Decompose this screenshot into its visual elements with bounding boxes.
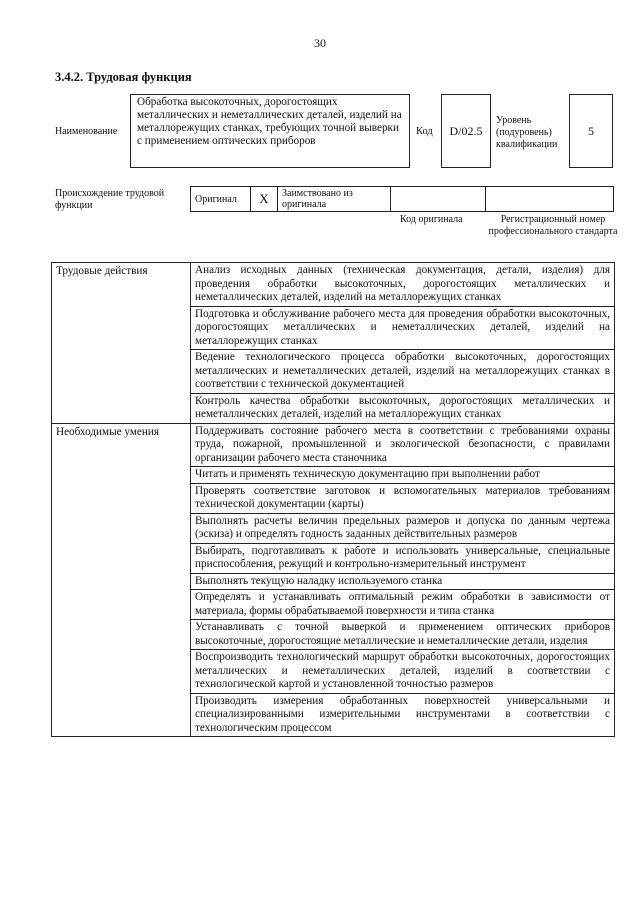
- category-cell: Трудовые действия: [52, 263, 191, 424]
- code-value: D/02.5: [449, 123, 483, 138]
- origin-row: [190, 186, 614, 212]
- table-cell: Поддерживать состояние рабочего места в соответствии с требованиями охраны труда, пожарной, промышленной и экологической безопасности, с правилами организации рабочего места станочника: [191, 423, 615, 467]
- table-cell: Воспроизводить технологический маршрут обработки высокоточных, дорогостоящих металлических и неметаллических деталей, изделий в соответствии с технологической картой и установленной точностью размеров: [191, 650, 615, 694]
- table-cell: Производить измерения обработанных поверхностей универсальными и специализированными измерительными инструментами в соответствии с технологическим процессом: [191, 693, 615, 737]
- table-cell: Определять и устанавливать оптимальный режим обработки в зависимости от материала, формы обрабатываемой поверхности и типа станка: [191, 590, 615, 620]
- original-label-cell: [191, 187, 251, 211]
- page-number: 30: [314, 36, 326, 50]
- table-cell: Контроль качества обработки высокоточных, дорогостоящих металлических и неметаллических деталей, изделий на металлорежущих станках: [191, 393, 615, 423]
- original-label: Оригинал: [195, 193, 237, 205]
- borrowed-label: Заимствовано из оригинала: [282, 188, 353, 210]
- code-box: [441, 94, 491, 168]
- table-cell: Проверять соответствие заготовок и вспомогательных материалов требованиям технической документации (карты): [191, 483, 615, 513]
- level-label: Уровень (подуровень) квалификации: [496, 115, 558, 150]
- code-original-cell: [391, 187, 486, 211]
- original-mark-cell: [251, 187, 278, 211]
- function-table: [51, 262, 615, 737]
- table-row: [52, 263, 615, 307]
- code-label: Код: [416, 126, 433, 137]
- table-cell: Ведение технологического процесса обработки высокоточных, дорогостоящих металлических и неметаллических деталей, изделий на металлорежущих станках в соответствии с технической документацией: [191, 350, 615, 394]
- level-box: [569, 94, 613, 168]
- original-mark: X: [259, 191, 269, 206]
- code-original-caption: Код оригинала: [400, 214, 463, 225]
- name-label: Наименование: [55, 126, 118, 137]
- table-cell: Устанавливать с точной выверкой и применением оптических приборов высокоточные, дорогостоящие металлические и неметаллические детали, изделия: [191, 620, 615, 650]
- level-value: 5: [588, 123, 594, 138]
- category-cell: Необходимые умения: [52, 423, 191, 737]
- table-cell: Выполнять текущую наладку используемого станка: [191, 573, 615, 590]
- table-row: [52, 423, 615, 467]
- table-cell: Выполнять расчеты величин предельных размеров и допуска по данным чертежа (эскиза) и определять годность заданных действительных размеров: [191, 513, 615, 543]
- origin-label: Происхождение трудовой функции: [55, 188, 165, 211]
- reg-number-cell: [486, 187, 613, 211]
- borrowed-label-cell: [278, 187, 391, 211]
- table-cell: Анализ исходных данных (техническая документация, детали, изделия) для проведения обработки высокоточных, дорогостоящих металлических и неметаллических деталей, изделий на металлорежущих станках: [191, 263, 615, 307]
- reg-number-caption: Регистрационный номер профессионального стандарта: [488, 214, 618, 237]
- function-name-box: [130, 94, 410, 168]
- table-cell: Подготовка и обслуживание рабочего места для проведения обработки высокоточных, дорогостоящих металлических и неметаллических деталей, изделий на металлорежущих станках: [191, 306, 615, 350]
- function-name-value: Обработка высокоточных, дорогостоящих металлических и неметаллических деталей, изделий на металлорежущих станках, требующих точной выверки с применением оптических приборов: [137, 96, 402, 147]
- table-cell: Выбирать, подготавливать к работе и использовать универсальные, специальные приспособления, режущий и контрольно-измерительный инструмент: [191, 543, 615, 573]
- section-heading: 3.4.2. Трудовая функция: [55, 70, 192, 84]
- table-cell: Читать и применять техническую документацию при выполнении работ: [191, 467, 615, 484]
